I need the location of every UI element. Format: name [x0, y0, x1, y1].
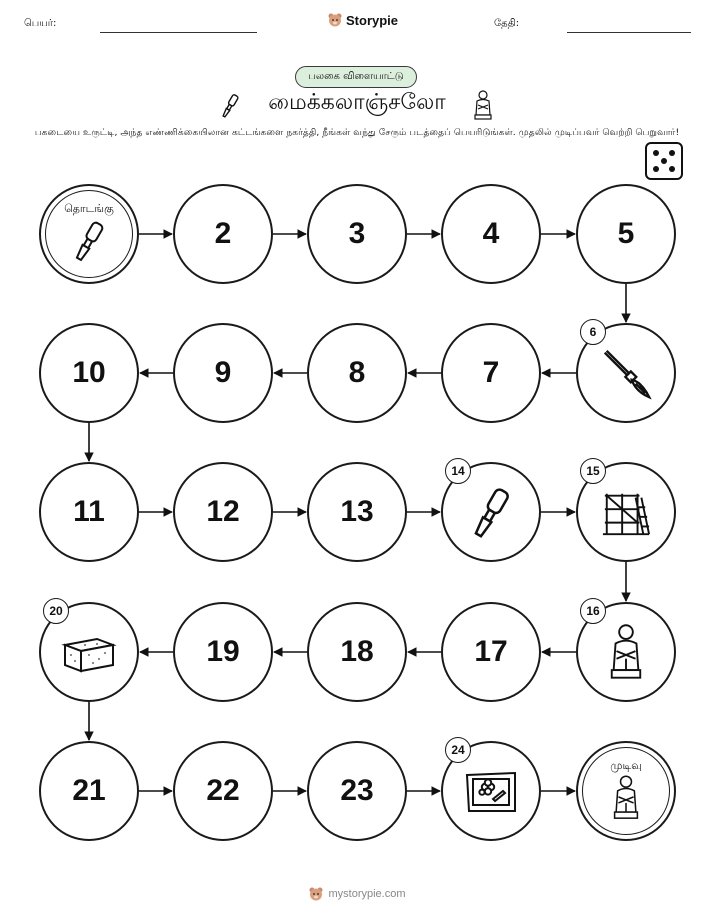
board-space-3 — [307, 184, 407, 284]
board-space-13 — [307, 462, 407, 562]
board-space-4 — [441, 184, 541, 284]
space-number: 12 — [206, 495, 240, 528]
fresco-icon — [463, 769, 519, 819]
board-space-8 — [307, 323, 407, 423]
brand-name: Storypie — [346, 12, 399, 28]
board-space-16 — [576, 602, 676, 702]
footer — [0, 886, 714, 902]
bear-mascot-icon — [308, 886, 324, 902]
chisel-icon — [467, 484, 515, 546]
space-number: 23 — [340, 774, 374, 807]
space-number: 5 — [617, 217, 635, 250]
date-label: தேதி: — [494, 18, 520, 29]
space-number: 17 — [474, 635, 508, 668]
board-space-20 — [39, 602, 139, 702]
board-space-18 — [307, 602, 407, 702]
board-space-5 — [576, 184, 676, 284]
space-number: 2 — [214, 217, 232, 250]
space-number-badge: 20 — [43, 598, 69, 624]
finish-label: முடிவு — [610, 759, 642, 772]
space-number: 9 — [214, 356, 232, 389]
board-space-19 — [173, 602, 273, 702]
board-space-23 — [307, 741, 407, 841]
space-number: 21 — [72, 774, 106, 807]
paintbrush-icon — [597, 345, 655, 407]
board-space-6 — [576, 323, 676, 423]
space-number: 22 — [206, 774, 240, 807]
space-number: 19 — [206, 635, 240, 668]
board-space-11 — [39, 462, 139, 562]
space-number-badge: 15 — [580, 458, 606, 484]
space-number-badge: 6 — [580, 319, 606, 345]
finish-space — [576, 741, 676, 841]
scaffold-icon — [600, 488, 652, 542]
statue-icon — [607, 622, 645, 688]
category-badge: பலகை விளையாட்டு — [295, 66, 417, 88]
space-number: 7 — [482, 356, 500, 389]
board-space-7 — [441, 323, 541, 423]
space-number: 8 — [348, 356, 366, 389]
space-number: 10 — [72, 356, 106, 389]
board-space-2 — [173, 184, 273, 284]
statue-icon — [611, 774, 641, 827]
space-number: 3 — [348, 217, 366, 250]
board-space-15 — [576, 462, 676, 562]
name-label: பெயர்: — [24, 18, 57, 29]
space-number-badge: 24 — [445, 737, 471, 763]
board-space-14 — [441, 462, 541, 562]
board-space-17 — [441, 602, 541, 702]
board-space-24 — [441, 741, 541, 841]
space-number-badge: 14 — [445, 458, 471, 484]
start-label: தொடங்கு — [64, 202, 114, 215]
marble-block-icon — [61, 630, 117, 680]
board-space-10 — [39, 323, 139, 423]
board-space-9 — [173, 323, 273, 423]
space-number-badge: 16 — [580, 598, 606, 624]
space-number: 4 — [482, 217, 500, 250]
space-number: 11 — [73, 495, 105, 528]
start-space — [39, 184, 139, 284]
board-space-21 — [39, 741, 139, 841]
board-space-12 — [173, 462, 273, 562]
chisel-icon — [70, 218, 108, 268]
board-space-22 — [173, 741, 273, 841]
instructions: பகடையை உருட்டி, அந்த எண்ணிக்கையிலான கட்டங்களை நகர்த்தி, நீங்கள் வந்து சேரும் படத்தைப் பெயரிடுங்கள். முதலில் முடிப்பவர் வெற்றி பெறுவார்! — [34, 127, 680, 138]
space-number: 13 — [340, 495, 374, 528]
page-title: மைக்கலாஞ்சலோ — [268, 90, 446, 115]
space-number: 18 — [340, 635, 374, 668]
footer-url[interactable]: mystorypie.com — [328, 888, 406, 900]
